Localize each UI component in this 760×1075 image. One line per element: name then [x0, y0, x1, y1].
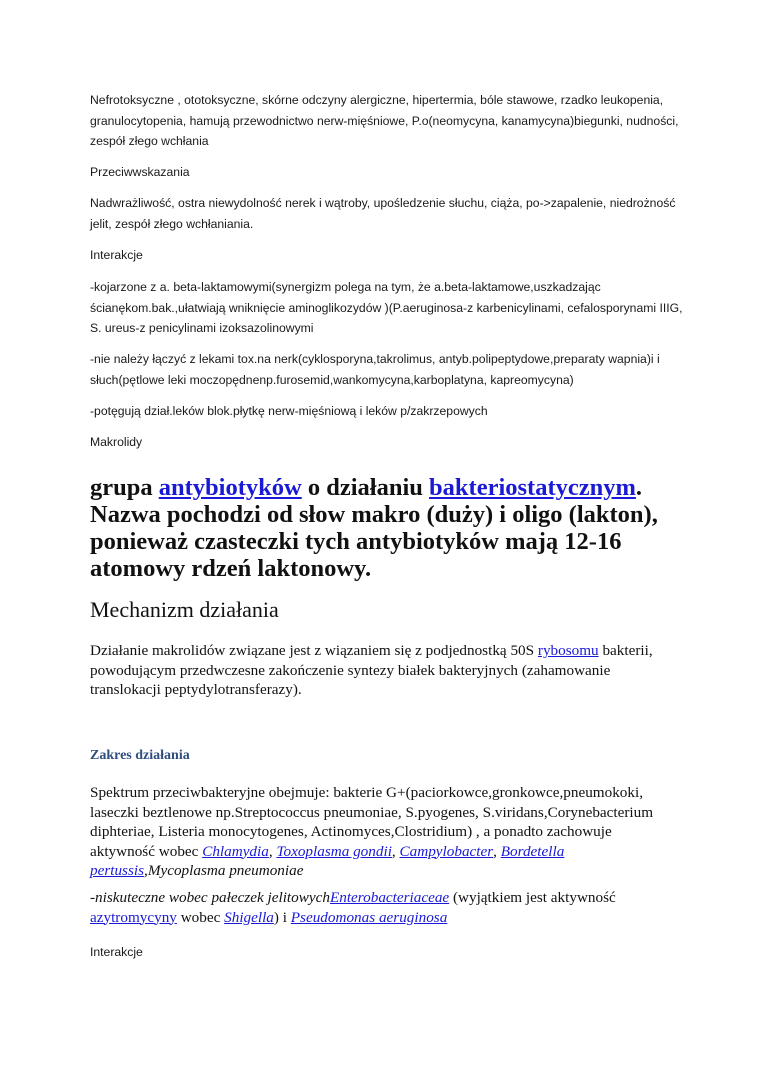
mechanism-paragraph [90, 641, 680, 700]
interactions-heading: Interakcje [90, 248, 143, 262]
intro-text-1: grupa [90, 474, 159, 501]
intro-text-3: . Nazwa pochodzi od słow makro (duży) i oligo (lakton), ponieważ czasteczki tych antybiotyków mają 12-16 atomowy rdzeń laktonowy. [90, 474, 658, 582]
contraindications-heading: Przeciwwskazania [90, 165, 190, 179]
pseudomonas-link[interactable]: Pseudomonas aeruginosa [290, 908, 448, 926]
adverse-effects-paragraph: Nefrotoksyczne , ototoksyczne, skórne odczyny alergiczne, hipertermia, bóle stawowe, rzadko leukopenia, granulocytopenia, hamują przewodnictwo nerw-mięśniowe, P.o(neomycyna, kanamycyna)biegunki, nudności, zespół złego wchłania [90, 93, 679, 148]
mechanism-text-2: bakterii, powodującym przedwczesne zakończenie syntezy białek bakteryjnych (zahamowanie translokacji peptydylotransferazy). [90, 642, 653, 698]
footer-interactions-heading: Interakcje [90, 945, 143, 959]
contraindications-paragraph: Nadwrażliwość, ostra niewydolność nerek i wątroby, upośledzenie słuchu, ciąża, po->zapalenie, niedrożność jelit, zespół złego wchłaniania. [90, 196, 676, 231]
range-italic-text: -niskuteczne wobec pałeczek jelitowych [90, 889, 330, 906]
range-heading: Zakres działania [90, 748, 190, 763]
chlamydia-link[interactable]: Chlamydia [202, 842, 269, 860]
toxoplasma-link[interactable]: Toxoplasma gondii [276, 842, 392, 860]
rybosomu-link[interactable]: rybosomu [537, 642, 599, 659]
bordetella-link[interactable]: Bordetella pertussis [90, 842, 565, 879]
range-paragraph-1 [90, 783, 680, 881]
mycoplasma-text: ,Mycoplasma pneumoniae [144, 862, 304, 879]
range-sep-2: , [391, 842, 400, 860]
antybiotykow-link[interactable]: antybiotyków [158, 474, 302, 501]
interaction-paragraph-2: -nie należy łączyć z lekami tox.na nerk(cyklosporyna,takrolimus, antyb.polipeptydowe,preparaty wapnia)i i słuch(pętlowe leki moczopędnenp.furosemid,wankomycyna,karboplatyna, kapreomycyna) [90, 352, 660, 387]
range-paragraph-2 [90, 888, 680, 927]
campylobacter-link[interactable]: Campylobacter [399, 842, 494, 860]
range-sep-1: , [268, 842, 277, 860]
macrolides-heading: Makrolidy [90, 435, 143, 449]
range-sep-3: , [493, 842, 501, 860]
range-text-1: Spektrum przeciwbakteryjne obejmuje: bakterie G+(paciorkowce,gronkowce,pneumokoki, laseczki beztlenowe np.Streptococcus pneumoniae, S.pyogenes, S.viridans,Corynebacterium diphteriae, Listeria monocytogenes, Actinomyces,Clostridium) , a ponadto zachowuje aktywność wobec [90, 784, 654, 860]
range-p2-text-1: (wyjątkiem jest aktywność [449, 889, 616, 906]
enterobacteriaceae-link[interactable]: Enterobacteriaceae [329, 889, 450, 906]
range-p2-text-3: ) i [273, 908, 291, 926]
azytromycyny-link[interactable]: azytromycyny [90, 908, 177, 926]
range-p2-text-2: wobec [176, 908, 225, 926]
macrolides-intro-paragraph [90, 474, 680, 582]
intro-text-2: o działaniu [301, 474, 430, 501]
mechanism-heading: Mechanizm działania [90, 597, 279, 622]
mechanism-text-1: Działanie makrolidów związane jest z wiązaniem się z podjednostką 50S [90, 642, 538, 659]
interaction-paragraph-3: -potęgują dział.leków blok.płytkę nerw-mięśniową i leków p/zakrzepowych [90, 404, 488, 418]
shigella-link[interactable]: Shigella [224, 908, 274, 926]
interaction-paragraph-1: -kojarzone z a. beta-laktamowymi(synergizm polega na tym, że a.beta-laktamowe,uszkadzając ścianękom.bak.,ułatwiają wniknięcie aminoglikozydów )(P.aeruginosa-z karbenicylinami, cefalosporynami IIIG, S. ureus-z penicylinami izoksazolinowymi [90, 280, 683, 335]
bakteriostatycznym-link[interactable]: bakteriostatycznym [429, 474, 636, 501]
